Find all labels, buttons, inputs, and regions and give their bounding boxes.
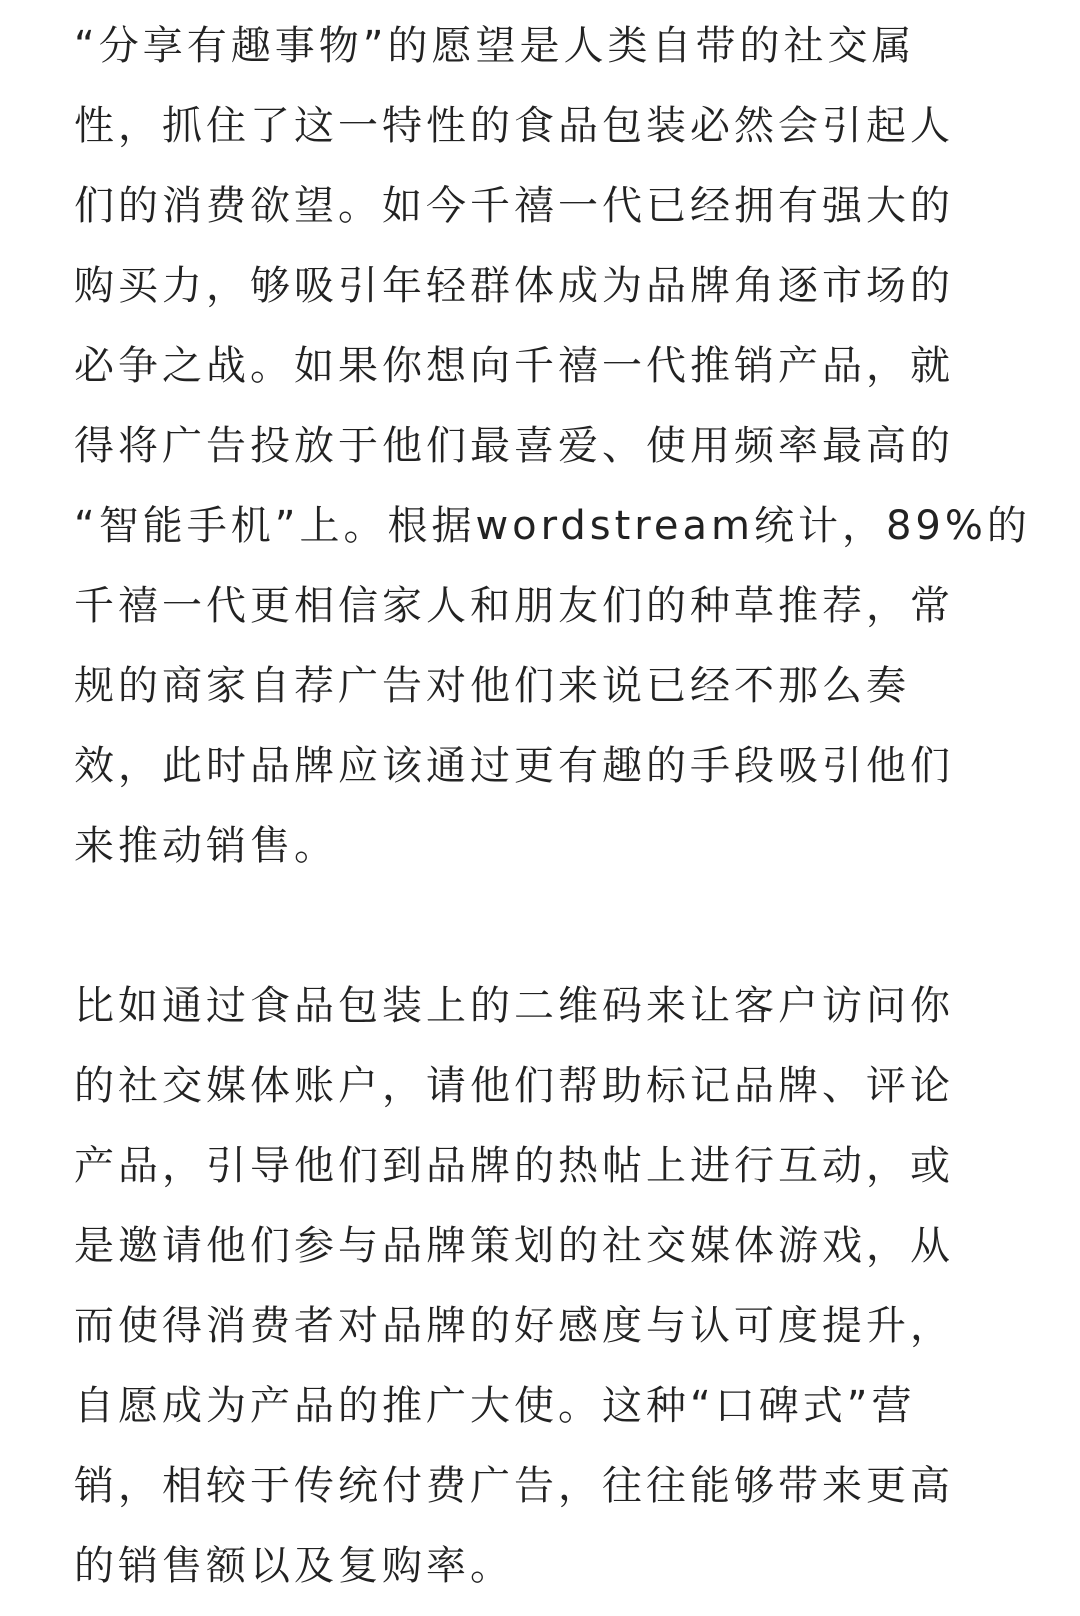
text-line: 是邀请他们参与品牌策划的社交媒体游戏，从 <box>74 1223 954 1269</box>
text-line: 必争之战。如果你想向千禧一代推销产品，就 <box>74 343 954 389</box>
text-line: 自愿成为产品的推广大使。这种“口碑式”营 <box>74 1383 916 1429</box>
text-line: 销，相较于传统付费广告，往往能够带来更高 <box>74 1463 954 1509</box>
text-line: 规的商家自荐广告对他们来说已经不那么奏 <box>74 663 910 709</box>
text-line: 千禧一代更相信家人和朋友们的种草推荐，常 <box>74 583 954 629</box>
text-line: “分享有趣事物”的愿望是人类自带的社交属 <box>74 23 916 69</box>
text-line: 们的消费欲望。如今千禧一代已经拥有强大的 <box>74 183 954 229</box>
text-line: 产品，引导他们到品牌的热帖上进行互动，或 <box>74 1143 954 1189</box>
paragraph-1 <box>74 6 1031 886</box>
text-line: 的社交媒体账户，请他们帮助标记品牌、评论 <box>74 1063 954 1109</box>
text-line: 效，此时品牌应该通过更有趣的手段吸引他们 <box>74 743 954 789</box>
paragraph-2 <box>74 966 984 1606</box>
article-body <box>74 6 1031 1606</box>
text-line: 性，抓住了这一特性的食品包装必然会引起人 <box>74 103 954 149</box>
text-line: 的销售额以及复购率。 <box>74 1543 514 1589</box>
text-line: 而使得消费者对品牌的好感度与认可度提升， <box>74 1303 954 1349</box>
paragraph-spacer <box>74 886 984 966</box>
text-line: 得将广告投放于他们最喜爱、使用频率最高的 <box>74 423 954 469</box>
text-line: 购买力，够吸引年轻群体成为品牌角逐市场的 <box>74 263 954 309</box>
text-line: 比如通过食品包装上的二维码来让客户访问你 <box>74 983 954 1029</box>
text-line: “智能手机”上。根据wordstream统计，89%的 <box>74 503 1031 549</box>
text-line: 来推动销售。 <box>74 823 338 869</box>
